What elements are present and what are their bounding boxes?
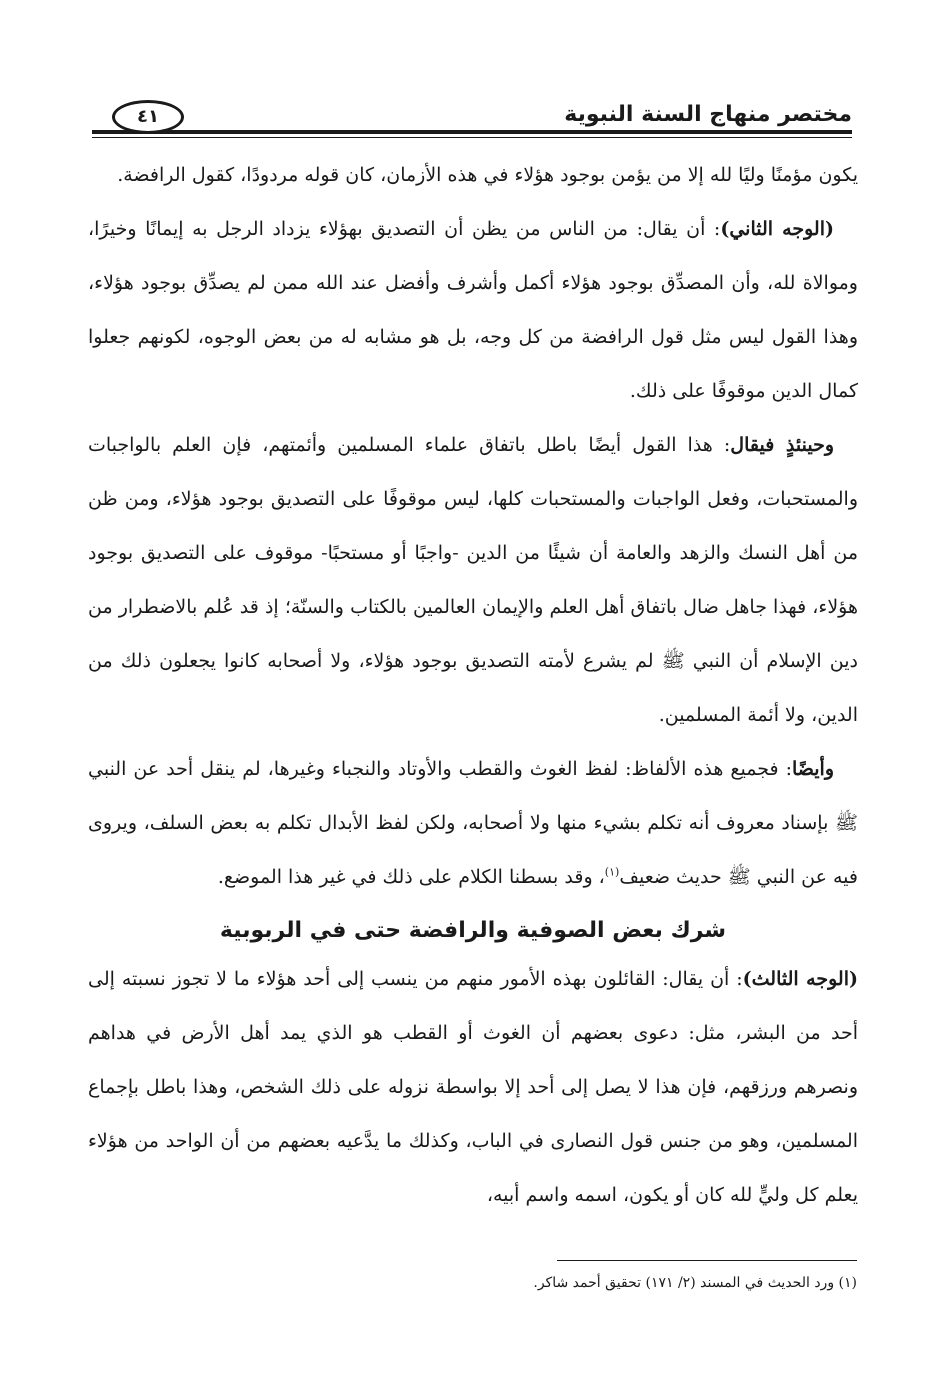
paragraph-2 [88, 202, 858, 418]
paragraph-text: : هذا القول أيضًا باطل باتفاق علماء المسلمين وأئمتهم، فإن العلم بالواجبات والمستحبات، وفعل الواجبات والمستحبات كلها، ليس موقوفًا على التصديق بوجود هؤلاء، ومن ظن من أهل النسك والزهد والعامة أن شيئًا من الدين -واجبًا أو مستحبًا- موقوف على التصديق بوجود هؤلاء، فهذا جاهل ضال باتفاق أهل العلم والإيمان العالمين بالكتاب والسنّة؛ إذ قد عُلم بالاضطرار من دين الإسلام أن النبي ﷺ لم يشرع لأمته التصديق بوجود هؤلاء، ولا أصحابه كانوا يجعلون ذلك من الدين، ولا أئمة المسلمين. [88, 434, 858, 726]
footnote: (١) ورد الحديث في المسند (٢/ ١٧١) تحقيق أحمد شاكر. [533, 1275, 857, 1291]
paragraph-text: : أن يقال: القائلون بهذه الأمور منهم من ينسب إلى أحد هؤلاء ما لا تجوز نسبته إلى أحد من البشر، مثل: دعوى بعضهم أن الغوث أو القطب هو الذي يمد أهل الأرض في هداهم ونصرهم ورزقهم، فإن هذا لا يصل إلى أحد إلا بواسطة نزوله على ذلك الشخص، وهذا باطل بإجماع المسلمين، وهو من جنس قول النصارى في الباب، وكذلك ما يدَّعيه بعضهم من أن الواحد من هؤلاء يعلم كل وليٍّ لله كان أو يكون، اسمه واسم أبيه، [88, 968, 858, 1206]
paragraph-lead: (الوجه الثاني) [720, 218, 834, 240]
paragraph-5 [88, 952, 858, 1222]
section-heading: شرك بعض الصوفية والرافضة حتى في الربوبية [219, 918, 727, 943]
page-number-badge: ٤١ [112, 100, 184, 134]
paragraph-4 [88, 742, 858, 904]
paragraph-lead: (الوجه الثالث) [742, 968, 858, 990]
paragraph-1 [88, 148, 858, 202]
paragraph-text: : أن يقال: من الناس من يظن أن التصديق بهؤلاء يزداد الرجل به إيمانًا وخيرًا، وموالاة لله، وأن المصدِّق بوجود هؤلاء أكمل وأشرف وأفضل عند الله ممن لم يصدِّق بوجود هؤلاء، وهذا القول ليس مثل قول الرافضة من كل وجه، بل هو مشابه له من بعض الوجوه، لكونهم جعلوا كمال الدين موقوفًا على ذلك. [88, 218, 858, 402]
paragraph-lead: وأيضًا [791, 758, 834, 780]
running-title: مختصر منهاج السنة النبوية [564, 102, 852, 127]
paragraph-text: يكون مؤمنًا وليًا لله إلا من يؤمن بوجود هؤلاء في هذه الأزمان، كان قوله مردودًا، كقول الرافضة. [117, 164, 858, 186]
main-text [88, 148, 858, 1222]
paragraph-text-continued: ، وقد بسطنا الكلام على ذلك في غير هذا الموضع. [217, 866, 605, 888]
header-rule-thin [92, 137, 852, 138]
footnote-reference[interactable]: (١) [604, 865, 620, 879]
footnote-separator [557, 1260, 857, 1261]
paragraph-3 [88, 418, 858, 742]
header-rule [92, 130, 852, 134]
paragraph-text: : فجميع هذه الألفاظ: لفظ الغوث والقطب والأوتاد والنجباء وغيرها، لم ينقل أحد عن النبي ﷺ بإسناد معروف أنه تكلم بشيء منها ولا أصحابه، ولكن لفظ الأبدال تكلم به بعض السلف، ويروى فيه عن النبي ﷺ حديث ضعيف [88, 758, 858, 888]
paragraph-lead: وحينئذٍ فيقال [730, 434, 834, 456]
page-header [92, 96, 852, 136]
